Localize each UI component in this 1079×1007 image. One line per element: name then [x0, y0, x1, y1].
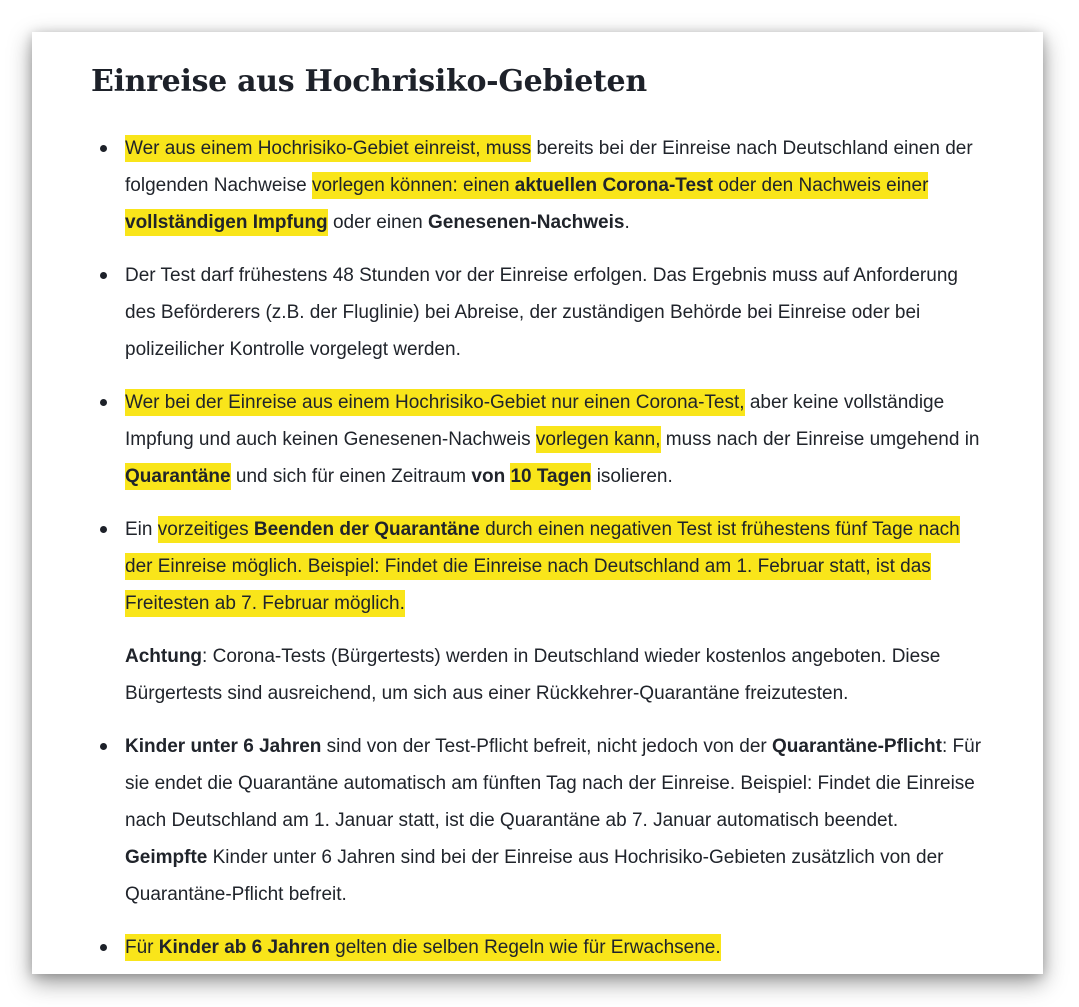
note-paragraph	[91, 638, 983, 712]
highlighted-text: durch einen negativen Test ist frühestens fünf Tage nach der Einreise möglich. Beispiel: Findet die Einreise nach Deutschland am 1. Februar statt, ist das Freitesten ab 7. Februar möglich.	[125, 516, 960, 617]
highlighted-text: Wer bei der Einreise aus einem Hochrisiko-Gebiet nur einen Corona-Test,	[125, 389, 745, 416]
highlighted-text: oder den Nachweis einer	[713, 172, 928, 199]
highlighted-text: Für	[125, 934, 159, 961]
highlighted-text: 10 Tagen	[510, 463, 591, 490]
text-segment: Ein	[125, 519, 158, 540]
text-segment: muss nach der Einreise umgehend in	[660, 429, 980, 450]
highlighted-text: aktuellen Corona-Test	[515, 172, 713, 199]
highlighted-text: Quarantäne	[125, 463, 231, 490]
text-segment: Kinder unter 6 Jahren sind bei der Einreise aus Hochrisiko-Gebieten zusätzlich von der Quarantäne-Pflicht befreit.	[125, 847, 944, 905]
highlighted-text: vorzeitiges	[158, 516, 254, 543]
text-segment: bereits bei der Einreise nach Deutschland einen der folgenden Nachweise	[125, 138, 973, 196]
text-segment: und sich für einen Zeitraum	[230, 466, 472, 487]
text-segment: .	[624, 212, 630, 233]
text-segment: von	[471, 466, 511, 487]
text-segment: Geimpfte	[125, 847, 208, 868]
text-segment: : Für sie endet die Quarantäne automatisch am fünften Tag nach der Einreise. Beispiel: Findet die Einreise nach Deutschland am 1. Januar statt, ist die Quarantäne ab 7. Januar automatisch beendet.	[125, 736, 982, 831]
page-title: Einreise aus Hochrisiko-Gebieten	[91, 64, 647, 99]
highlighted-text: Beenden der Quarantäne	[254, 516, 480, 543]
text-segment: oder einen	[327, 212, 429, 233]
text-segment: : Corona-Tests (Bürgertests) werden in Deutschland wieder kostenlos angeboten. Diese Bürgertests sind ausreichend, um sich aus einer Rückkehrer-Quarantäne freizutesten.	[125, 646, 941, 704]
highlighted-text: Wer aus einem Hochrisiko-Gebiet einreist, muss	[125, 135, 531, 162]
text-segment: aber keine vollständige Impfung und auch keinen Genesenen-Nachweis	[125, 392, 945, 450]
highlighted-text: vorlegen kann,	[536, 426, 661, 453]
list-item	[91, 130, 983, 241]
text-segment: Achtung	[125, 646, 203, 667]
text-segment: isolieren.	[591, 466, 673, 487]
list-item	[91, 257, 983, 368]
list-item	[91, 929, 983, 966]
list-item	[91, 511, 983, 622]
list-item	[91, 384, 983, 495]
info-list	[91, 130, 983, 966]
article-card	[32, 32, 1043, 974]
highlighted-text: vollständigen Impfung	[125, 209, 328, 236]
text-segment: Kinder unter 6 Jahren	[125, 736, 322, 757]
list-item	[91, 728, 983, 913]
highlighted-text: vorlegen können: einen	[312, 172, 515, 199]
text-segment: sind von der Test-Pflicht befreit, nicht jedoch von der	[321, 736, 773, 757]
highlighted-text: gelten die selben Regeln wie für Erwachsene.	[330, 934, 721, 961]
highlighted-text: Kinder ab 6 Jahren	[159, 934, 330, 961]
text-segment: Der Test darf frühestens 48 Stunden vor der Einreise erfolgen. Das Ergebnis muss auf Anforderung des Beförderers (z.B. der Fluglinie) bei Abreise, der zuständigen Behörde bei Einreise oder bei polizeilicher Kontrolle vorgelegt werden.	[125, 265, 958, 360]
text-segment: Quarantäne-Pflicht	[772, 736, 942, 757]
text-segment: Genesenen-Nachweis	[428, 212, 625, 233]
